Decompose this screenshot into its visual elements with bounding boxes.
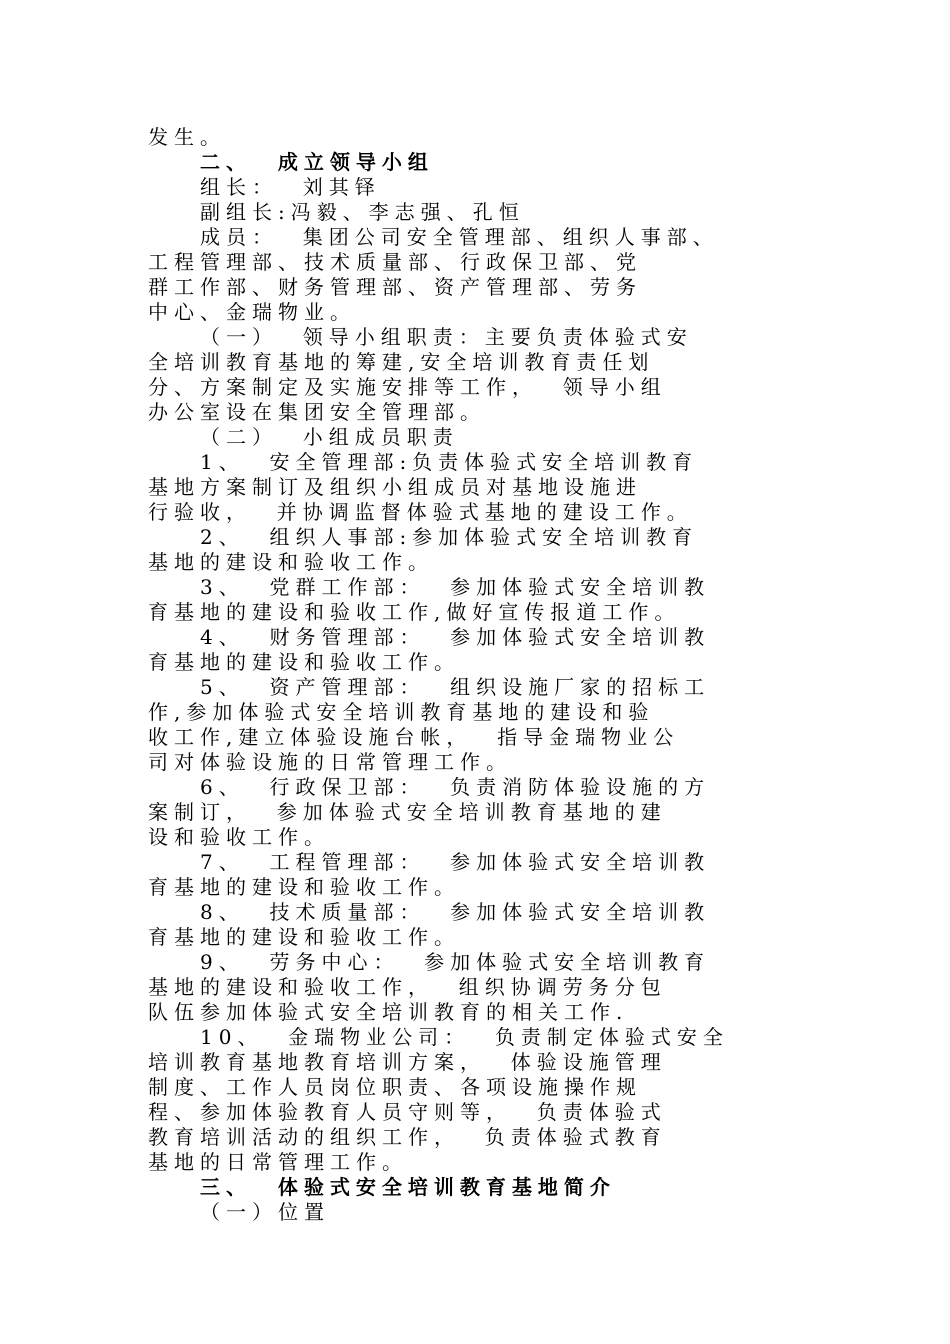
text-line: 育基地的建设和验收工作,做好宣传报道工作。: [148, 600, 681, 624]
text-line: 育基地的建设和验收工作。: [148, 650, 460, 674]
text-line: 行验收， 并协调监督体验式基地的建设工作。: [148, 500, 693, 524]
text-line: 制度、工作人员岗位职责、各项设施操作规: [148, 1075, 642, 1099]
text-line: 培训教育基地教育培训方案， 体验设施管理: [148, 1050, 667, 1074]
text-line: 副组长:冯毅、李志强、孔恒: [200, 200, 525, 224]
text-line: 作,参加体验式安全培训教育基地的建设和验: [148, 700, 655, 724]
section-heading: 三、 体验式安全培训教育基地简介: [200, 1175, 616, 1199]
text-line: 司对体验设施的日常管理工作。: [148, 750, 512, 774]
text-line: 基地的日常管理工作。: [148, 1150, 408, 1174]
text-line: 队伍参加体验式安全培训教育的相关工作.: [148, 1000, 629, 1024]
text-line: 案制订， 参加体验式安全培训教育基地的建: [148, 800, 667, 824]
text-line: 分、方案制定及实施安排等工作， 领导小组: [148, 375, 667, 399]
text-line: 群工作部、财务管理部、资产管理部、劳务: [148, 275, 642, 299]
text-line: 基地方案制订及组织小组成员对基地设施进: [148, 475, 642, 499]
text-line: 5、 资产管理部： 组织设施厂家的招标工: [200, 675, 711, 699]
text-line: 3、 党群工作部： 参加体验式安全培训教: [200, 575, 711, 599]
text-line: 2、 组织人事部:参加体验式安全培训教育: [200, 525, 699, 549]
text-line: 育基地的建设和验收工作。: [148, 925, 460, 949]
text-line: （一） 领导小组职责：主要负责体验式安: [200, 325, 693, 349]
text-line: 8、 技术质量部： 参加体验式安全培训教: [200, 900, 711, 924]
text-line: 全培训教育基地的筹建,安全培训教育责任划: [148, 350, 655, 374]
text-line: 组长： 刘其铎: [200, 175, 381, 199]
text-line: 基地的建设和验收工作。: [148, 550, 434, 574]
text-line: 9、 劳务中心： 参加体验式安全培训教育: [200, 950, 711, 974]
text-line: 1、 安全管理部:负责体验式安全培训教育: [200, 450, 699, 474]
text-line: 发生。: [148, 125, 226, 149]
text-line: 10、 金瑞物业公司： 负责制定体验式安全: [200, 1025, 729, 1049]
section-heading: 二、 成立领导小组: [200, 150, 434, 174]
text-line: 程、参加体验教育人员守则等， 负责体验式: [148, 1100, 667, 1124]
text-line: 办公室设在集团安全管理部。: [148, 400, 486, 424]
text-line: 工程管理部、技术质量部、行政保卫部、党: [148, 250, 642, 274]
text-line: 基地的建设和验收工作， 组织协调劳务分包: [148, 975, 667, 999]
text-line: 收工作,建立体验设施台帐， 指导金瑞物业公: [148, 725, 680, 749]
text-line: 设和验收工作。: [148, 825, 330, 849]
text-line: 成员： 集团公司安全管理部、组织人事部、: [200, 225, 719, 249]
text-line: 中心、金瑞物业。: [148, 300, 356, 324]
text-line: 教育培训活动的组织工作， 负责体验式教育: [148, 1125, 667, 1149]
subsection-heading: （二） 小组成员职责: [200, 425, 459, 449]
text-line: 7、 工程管理部： 参加体验式安全培训教: [200, 850, 711, 874]
text-line: 6、 行政保卫部： 负责消防体验设施的方: [200, 775, 711, 799]
text-line: 育基地的建设和验收工作。: [148, 875, 460, 899]
text-line: 4、 财务管理部： 参加体验式安全培训教: [200, 625, 711, 649]
subsection-heading: （一）位置: [200, 1200, 330, 1224]
